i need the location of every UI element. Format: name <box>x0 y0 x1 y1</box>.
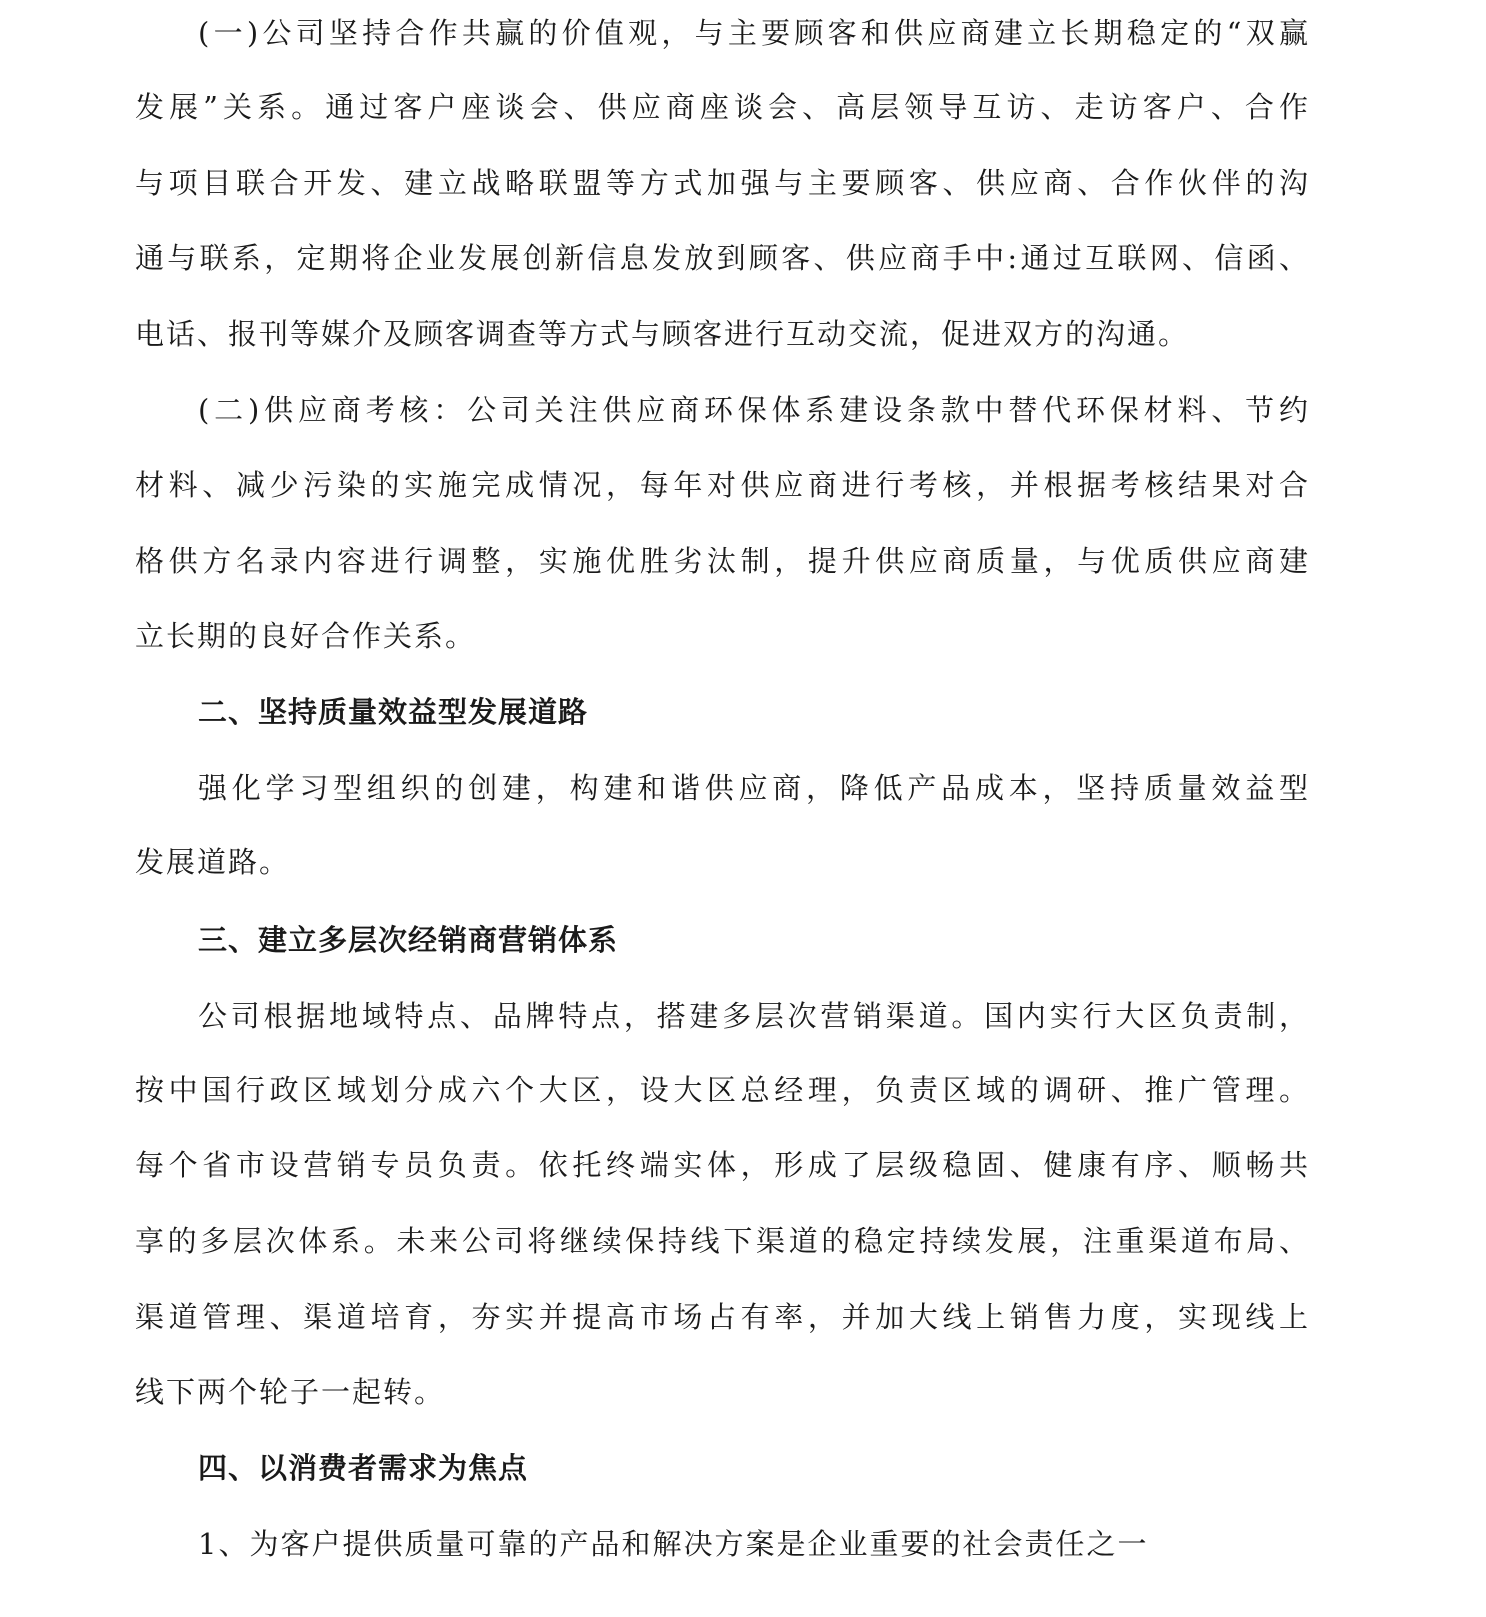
paragraph-line: 格供方名录内容进行调整，实施优胜劣汰制，提升供应商质量，与优质供应商建 <box>135 544 1310 578</box>
paragraph-line: 材料、减少污染的实施完成情况，每年对供应商进行考核，并根据考核结果对合 <box>135 468 1310 502</box>
paragraph-line: 立长期的良好合作关系。 <box>135 619 477 653</box>
section-heading: 三、建立多层次经销商营销体系 <box>198 923 619 957</box>
paragraph-line: 发展”关系。通过客户座谈会、供应商座谈会、高层领导互访、走访客户、合作 <box>135 90 1310 124</box>
paragraph-line: 享的多层次体系。未来公司将继续保持线下渠道的稳定持续发展，注重渠道布局、 <box>135 1224 1310 1258</box>
section-heading: 四、以消费者需求为焦点 <box>198 1451 529 1485</box>
paragraph-line: (二)供应商考核：公司关注供应商环保体系建设条款中替代环保材料、节约 <box>198 393 1310 427</box>
paragraph-line: (一)公司坚持合作共赢的价值观，与主要顾客和供应商建立长期稳定的“双赢 <box>198 16 1310 50</box>
paragraph-line: 电话、报刊等媒介及顾客调查等方式与顾客进行互动交流，促进双方的沟通。 <box>135 317 1190 351</box>
paragraph-line: 1、为客户提供质量可靠的产品和解决方案是企业重要的社会责任之一 <box>198 1527 1149 1561</box>
paragraph-line: 线下两个轮子一起转。 <box>135 1375 446 1409</box>
paragraph-line: 公司根据地域特点、品牌特点，搭建多层次营销渠道。国内实行大区负责制， <box>198 999 1310 1033</box>
paragraph-line: 按中国行政区域划分成六个大区，设大区总经理，负责区域的调研、推广管理。 <box>135 1073 1310 1107</box>
section-heading: 二、坚持质量效益型发展道路 <box>198 695 589 729</box>
paragraph-line: 与项目联合开发、建立战略联盟等方式加强与主要顾客、供应商、合作伙伴的沟 <box>135 166 1310 200</box>
paragraph-line: 每个省市设营销专员负责。依托终端实体，形成了层级稳固、健康有序、顺畅共 <box>135 1148 1310 1182</box>
paragraph-line: 通与联系，定期将企业发展创新信息发放到顾客、供应商手中:通过互联网、信函、 <box>135 241 1310 275</box>
paragraph-line: 强化学习型组织的创建，构建和谐供应商，降低产品成本，坚持质量效益型 <box>198 771 1310 805</box>
paragraph-line: 发展道路。 <box>135 845 291 879</box>
paragraph-line: 渠道管理、渠道培育，夯实并提高市场占有率，并加大线上销售力度，实现线上 <box>135 1300 1310 1334</box>
